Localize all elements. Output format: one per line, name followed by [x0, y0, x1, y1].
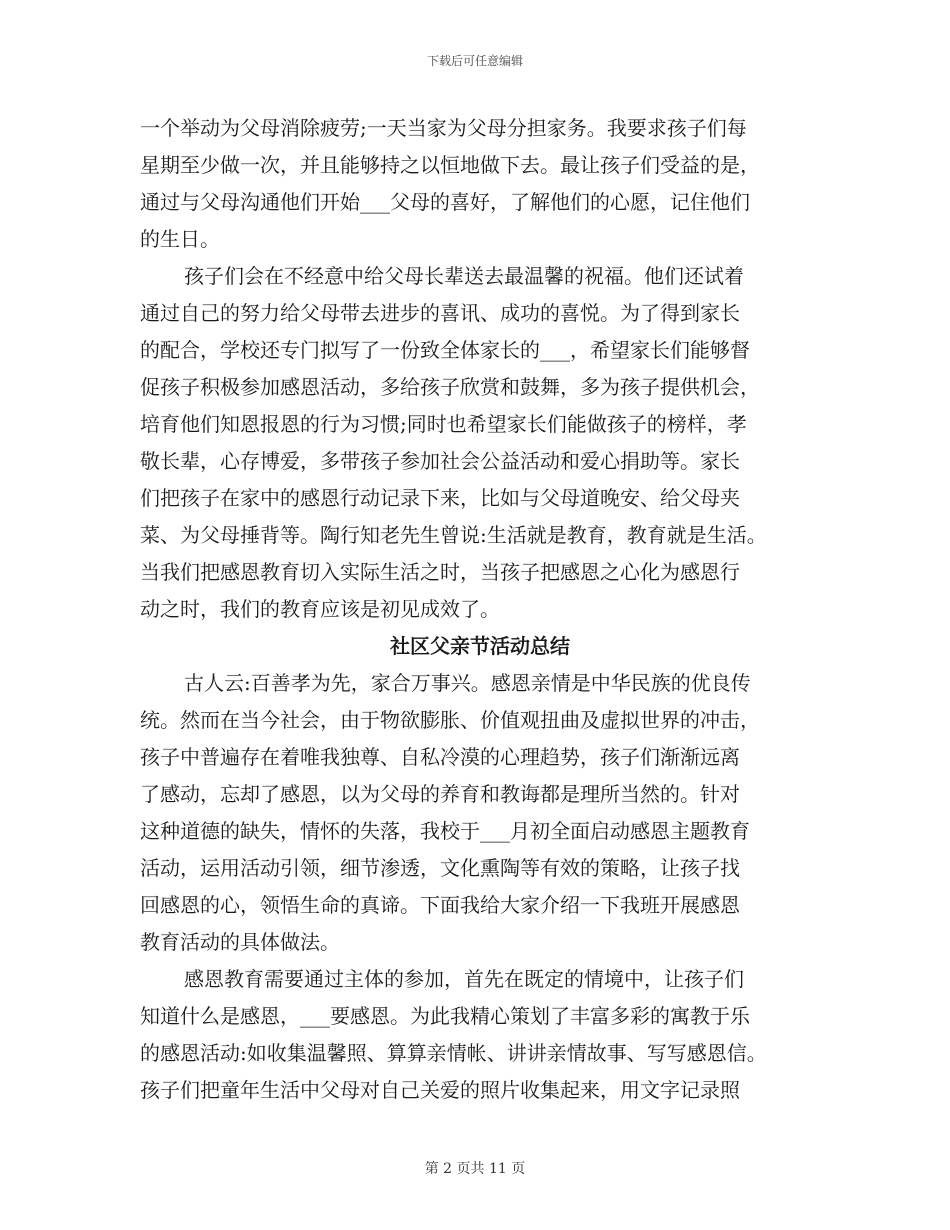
text-line: 们把孩子在家中的感恩行动记录下来，比如与父母道晚安、给父母夹 [140, 486, 740, 510]
text-line: 培育他们知恩报恩的行为习惯;同时也希望家长们能做孩子的榜样，孝 [140, 412, 747, 436]
page-header: 下载后可任意编辑 [426, 54, 523, 68]
document-body [140, 110, 820, 1109]
text-line: 星期至少做一次，并且能够持之以恒地做下去。最让孩子们受益的是， [140, 153, 760, 177]
text-line: 的生日。 [140, 227, 220, 251]
text-line: 的感恩活动:如收集温馨照、算算亲情帐、讲讲亲情故事、写写感恩信。 [140, 1041, 767, 1065]
text-line: 这种道德的缺失，情怀的失落，我校于___月初全面启动感恩主题教育 [140, 819, 750, 843]
text-line: 当我们把感恩教育切入实际生活之时，当孩子把感恩之心化为感恩行 [140, 560, 740, 584]
paragraph-start-line: 感恩教育需要通过主体的参加，首先在既定的情境中，让孩子们 [184, 967, 744, 991]
text-line: 活动，运用活动引领，细节渗透，文化熏陶等有效的策略，让孩子找 [140, 856, 740, 880]
text-line: 回感恩的心，领悟生命的真谛。下面我给大家介绍一下我班开展感恩 [140, 893, 740, 917]
text-line: 的配合，学校还专门拟写了一份致全体家长的___，希望家长们能够督 [140, 338, 750, 362]
section-title: 社区父亲节活动总结 [390, 634, 570, 658]
text-line: 教育活动的具体做法。 [140, 930, 340, 954]
page-footer: 第 2 页共 11 页 [424, 1161, 526, 1177]
text-line: 通过自己的努力给父母带去进步的喜讯、成功的喜悦。为了得到家长 [140, 301, 740, 325]
text-line: 了感动，忘却了感恩，以为父母的养育和教诲都是理所当然的。针对 [140, 782, 740, 806]
text-line: 敬长辈，心存博爱，多带孩子参加社会公益活动和爱心捐助等。家长 [140, 449, 740, 473]
text-line: 孩子们把童年生活中父母对自己关爱的照片收集起来，用文字记录照 [140, 1078, 740, 1102]
text-line: 知道什么是感恩，___要感恩。为此我精心策划了丰富多彩的寓教于乐 [140, 1004, 750, 1028]
text-line: 促孩子积极参加感恩活动，多给孩子欣赏和鼓舞，多为孩子提供机会， [140, 375, 760, 399]
text-line: 一个举动为父母消除疲劳;一天当家为父母分担家务。我要求孩子们每 [140, 116, 747, 140]
paragraph-start-line: 古人云:百善孝为先，家合万事兴。感恩亲情是中华民族的优良传 [184, 671, 751, 695]
text-line: 菜、为父母捶背等。陶行知老先生曾说:生活就是教育，教育就是生活。 [140, 523, 767, 547]
text-line: 动之时，我们的教育应该是初见成效了。 [140, 597, 500, 621]
text-line: 孩子中普遍存在着唯我独尊、自私冷漠的心理趋势，孩子们渐渐远离 [140, 745, 740, 769]
paragraph-start-line: 孩子们会在不经意中给父母长辈送去最温馨的祝福。他们还试着 [184, 264, 744, 288]
text-line: 统。然而在当今社会，由于物欲膨胀、价值观扭曲及虚拟世界的冲击， [140, 708, 760, 732]
text-line: 通过与父母沟通他们开始___父母的喜好，了解他们的心愿，记住他们 [140, 190, 750, 214]
